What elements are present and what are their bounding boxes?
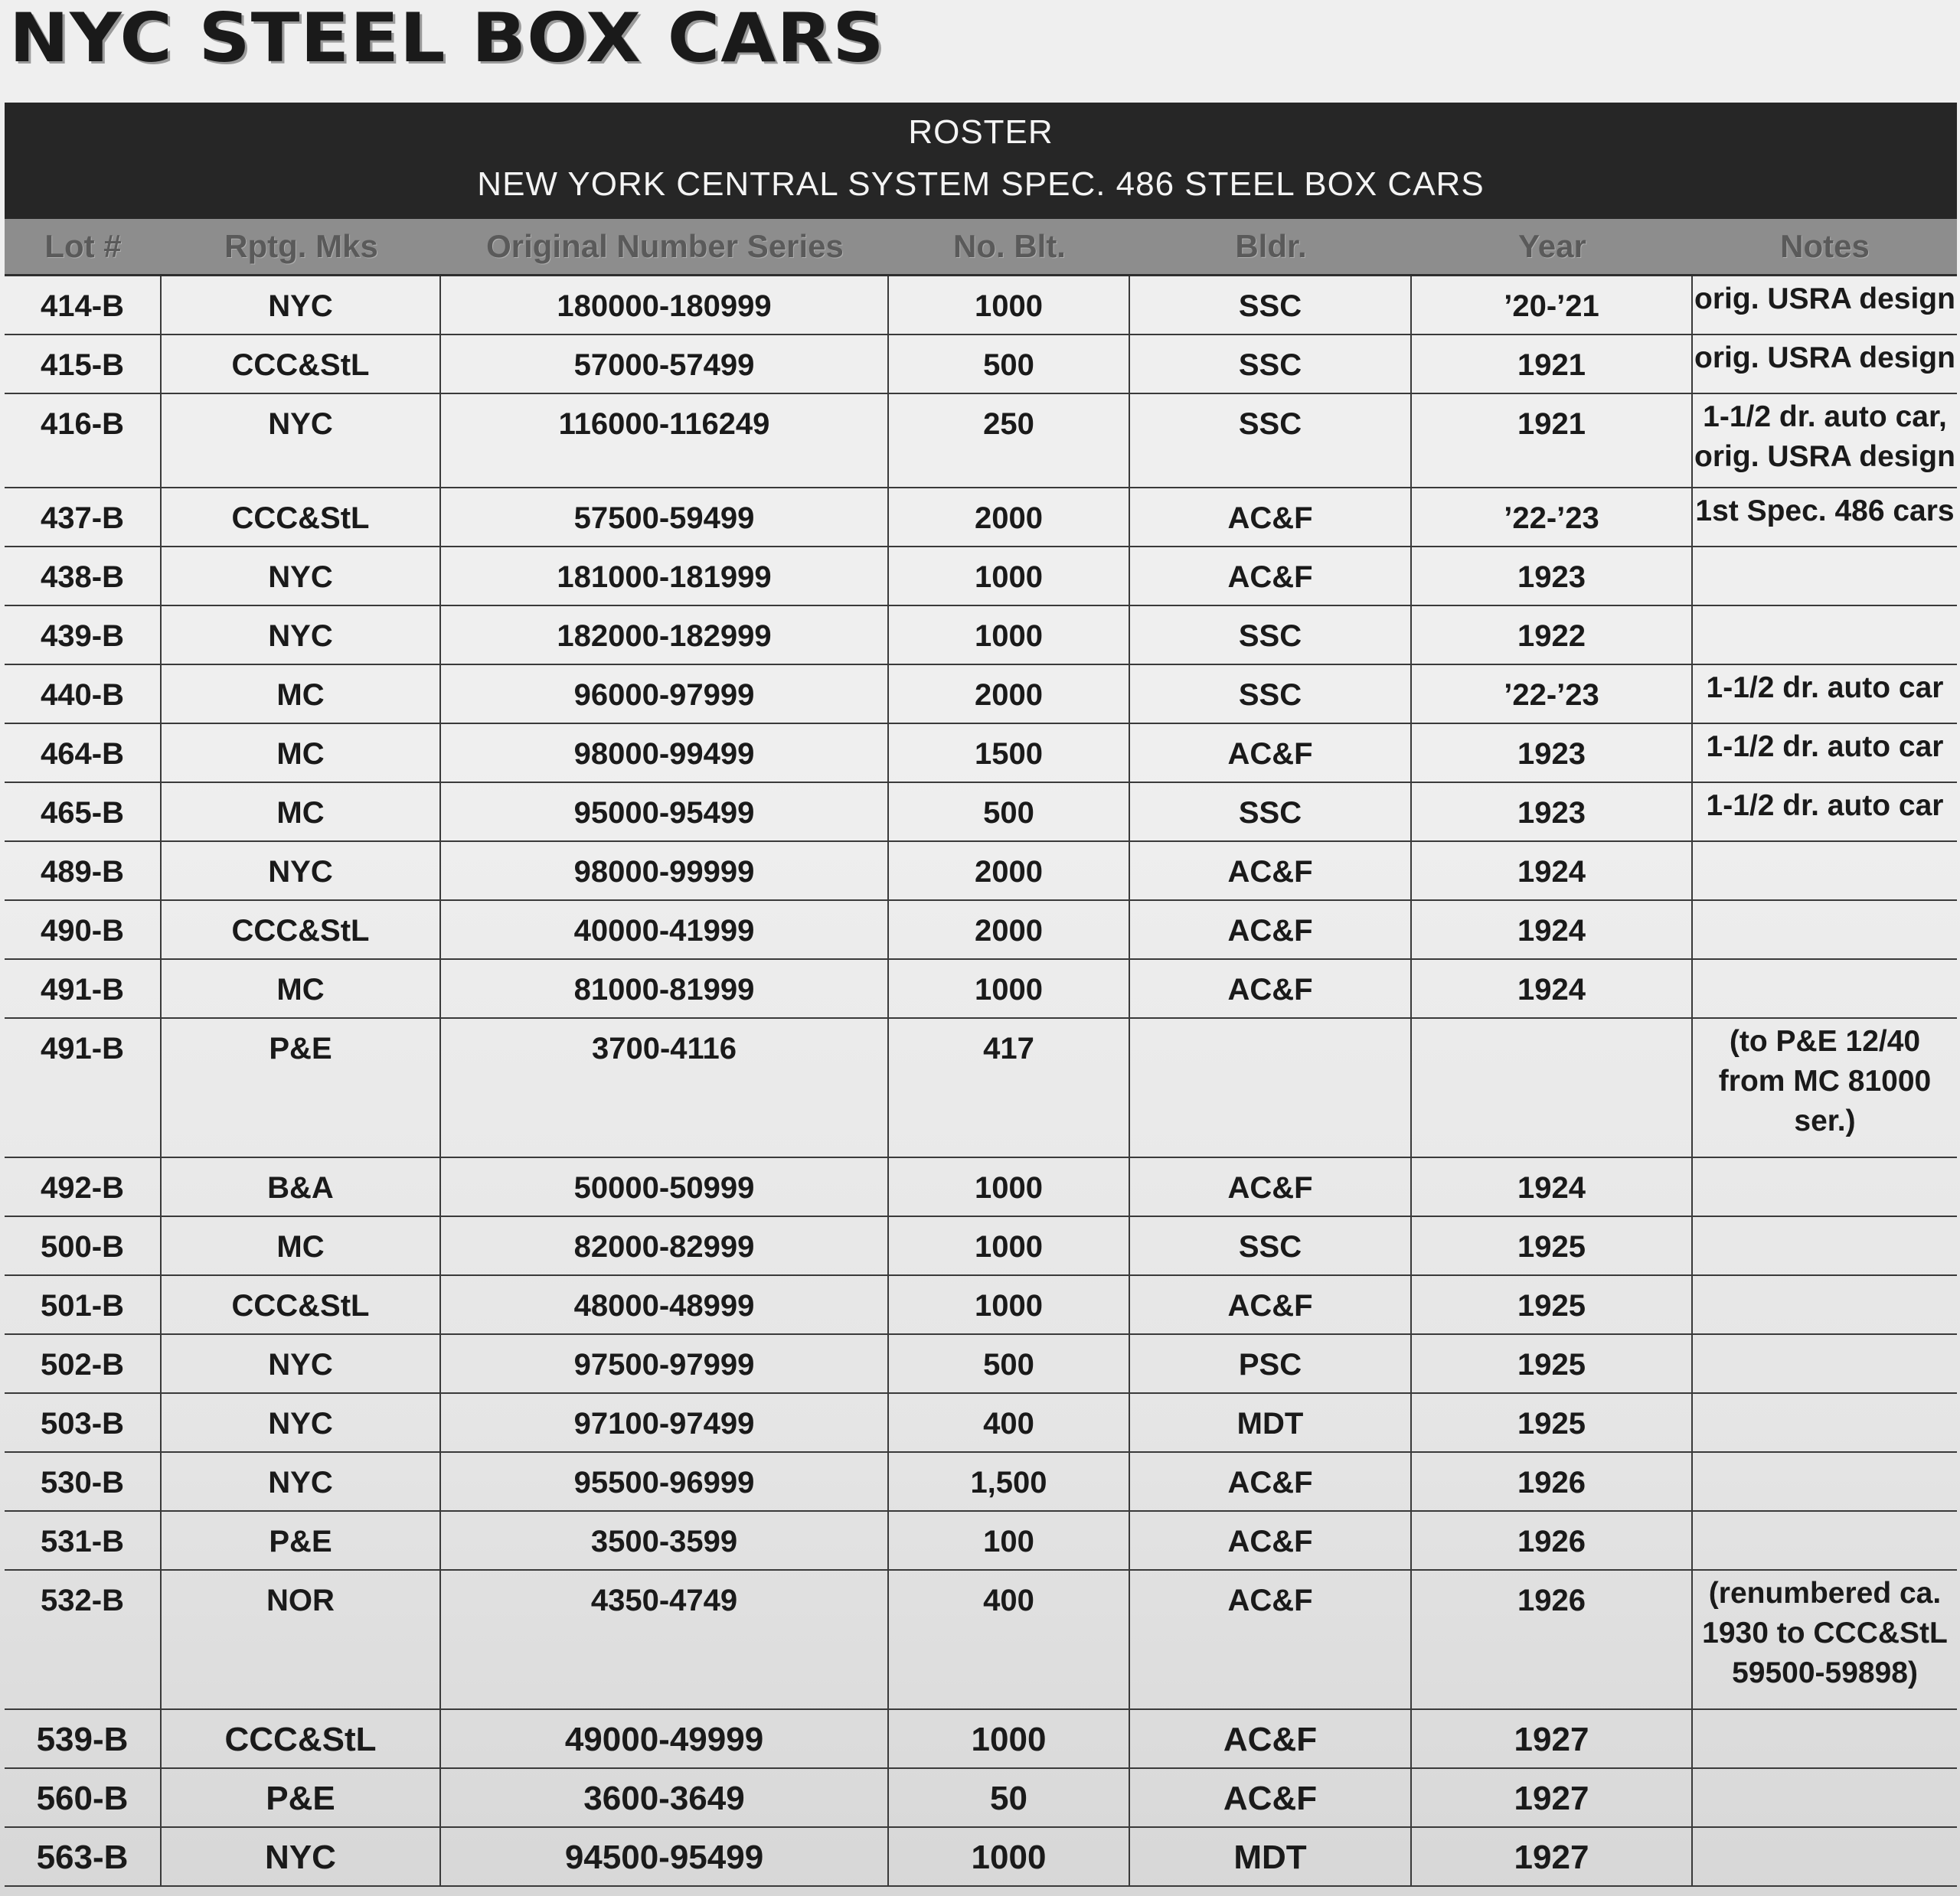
cell-reporting-marks: NOR [162, 1571, 441, 1708]
column-header-number-series: Original Number Series [486, 228, 844, 264]
cell-lot: 502-B [5, 1335, 162, 1392]
table-row [5, 1571, 1957, 1710]
cell-builder: MDT [1130, 1828, 1412, 1885]
cell-notes [1693, 1276, 1957, 1333]
cell-notes: (to P&E 12/40 from MC 81000 ser.) [1718, 1025, 1932, 1137]
cell-number-built: 1500 [889, 724, 1130, 782]
cell-builder: AC&F [1130, 1453, 1412, 1510]
page-title: NYC STEEL BOX CARS [9, 0, 885, 77]
cell-number-built: 500 [889, 335, 1130, 393]
cell-year: 1924 [1412, 842, 1693, 899]
cell-builder: AC&F [1130, 488, 1412, 546]
cell-reporting-marks: NYC [162, 1394, 441, 1451]
cell-number-series: 97500-97999 [441, 1335, 889, 1392]
table-row [5, 335, 1957, 394]
table-row [5, 901, 1957, 960]
cell-notes: 1-1/2 dr. auto car [1706, 730, 1944, 763]
table-row [5, 1710, 1957, 1769]
cell-lot: 530-B [5, 1453, 162, 1510]
cell-year: ’22-’23 [1412, 665, 1693, 723]
table-row [5, 1276, 1957, 1335]
cell-number-built: 1000 [889, 1158, 1130, 1216]
cell-number-series: 81000-81999 [441, 960, 889, 1017]
table-row [5, 1828, 1957, 1887]
cell-number-built: 1000 [889, 1276, 1130, 1333]
cell-notes [1693, 1335, 1957, 1392]
cell-builder: SSC [1130, 1217, 1412, 1274]
cell-year: 1921 [1412, 335, 1693, 393]
cell-reporting-marks: CCC&StL [162, 335, 441, 393]
cell-number-built: 250 [889, 394, 1130, 487]
cell-builder: AC&F [1130, 1276, 1412, 1333]
cell-lot: 492-B [5, 1158, 162, 1216]
cell-reporting-marks: NYC [162, 394, 441, 487]
cell-number-series: 95000-95499 [441, 783, 889, 840]
cell-builder: AC&F [1130, 1769, 1412, 1826]
table-row [5, 1769, 1957, 1828]
cell-builder: AC&F [1130, 724, 1412, 782]
cell-reporting-marks: NYC [162, 1828, 441, 1885]
cell-builder: PSC [1130, 1335, 1412, 1392]
cell-number-series: 82000-82999 [441, 1217, 889, 1274]
table-row [5, 276, 1957, 335]
cell-number-built: 1000 [889, 276, 1130, 334]
cell-year: 1926 [1412, 1453, 1693, 1510]
cell-lot: 560-B [5, 1769, 162, 1826]
table-row [5, 665, 1957, 724]
cell-builder: SSC [1130, 276, 1412, 334]
cell-number-series: 96000-97999 [441, 665, 889, 723]
cell-reporting-marks: MC [162, 665, 441, 723]
cell-number-built: 1000 [889, 960, 1130, 1017]
cell-reporting-marks: MC [162, 1217, 441, 1274]
table-row [5, 724, 1957, 783]
cell-reporting-marks: CCC&StL [162, 488, 441, 546]
cell-number-series: 50000-50999 [441, 1158, 889, 1216]
table-row [5, 547, 1957, 606]
cell-lot: 440-B [5, 665, 162, 723]
cell-year: 1926 [1412, 1571, 1693, 1708]
table-row [5, 394, 1957, 488]
cell-notes [1693, 842, 1957, 899]
cell-number-series: 40000-41999 [441, 901, 889, 958]
cell-lot: 500-B [5, 1217, 162, 1274]
cell-lot: 414-B [5, 276, 162, 334]
cell-year: 1924 [1412, 960, 1693, 1017]
cell-year: 1924 [1412, 901, 1693, 958]
cell-number-built: 400 [889, 1394, 1130, 1451]
cell-year: ’22-’23 [1412, 488, 1693, 546]
cell-builder: AC&F [1130, 1158, 1412, 1216]
cell-number-series: 95500-96999 [441, 1453, 889, 1510]
cell-number-series: 116000-116249 [441, 394, 889, 487]
cell-reporting-marks: B&A [162, 1158, 441, 1216]
cell-year: 1927 [1412, 1828, 1693, 1885]
cell-year: 1927 [1412, 1710, 1693, 1767]
cell-number-series: 3700-4116 [441, 1019, 889, 1157]
cell-number-built: 2000 [889, 665, 1130, 723]
cell-number-series: 49000-49999 [441, 1710, 889, 1767]
cell-lot: 531-B [5, 1512, 162, 1569]
cell-lot: 563-B [5, 1828, 162, 1885]
table-row [5, 1335, 1957, 1394]
table-row [5, 1453, 1957, 1512]
cell-notes [1693, 1512, 1957, 1569]
cell-notes: 1-1/2 dr. auto car [1706, 789, 1944, 822]
cell-number-built: 2000 [889, 901, 1130, 958]
cell-reporting-marks: NYC [162, 547, 441, 605]
cell-builder [1130, 1019, 1412, 1157]
cell-notes [1693, 1217, 1957, 1274]
table-header-subtitle: NEW YORK CENTRAL SYSTEM SPEC. 486 STEEL BOX CARS [477, 165, 1485, 203]
column-header-year: Year [1518, 228, 1586, 264]
cell-notes [1693, 1453, 1957, 1510]
cell-builder: AC&F [1130, 901, 1412, 958]
table-row [5, 488, 1957, 547]
cell-reporting-marks: CCC&StL [162, 1276, 441, 1333]
cell-year: 1925 [1412, 1217, 1693, 1274]
cell-builder: AC&F [1130, 1710, 1412, 1767]
cell-number-built: 100 [889, 1512, 1130, 1569]
cell-lot: 415-B [5, 335, 162, 393]
column-header-number-built: No. Blt. [953, 228, 1066, 264]
cell-number-built: 500 [889, 783, 1130, 840]
cell-number-built: 1000 [889, 1710, 1130, 1767]
table-row [5, 1394, 1957, 1453]
cell-number-built: 1000 [889, 1828, 1130, 1885]
cell-number-built: 400 [889, 1571, 1130, 1708]
cell-reporting-marks: NYC [162, 1453, 441, 1510]
cell-builder: SSC [1130, 783, 1412, 840]
cell-lot: 539-B [5, 1710, 162, 1767]
cell-number-series: 3600-3649 [441, 1769, 889, 1826]
cell-lot: 489-B [5, 842, 162, 899]
cell-notes: (renumbered ca. 1930 to CCC&StL 59500-59898) [1702, 1577, 1948, 1689]
table-row [5, 783, 1957, 842]
table-row [5, 1019, 1957, 1158]
table-row [5, 960, 1957, 1019]
cell-notes [1693, 1158, 1957, 1216]
cell-year: 1927 [1412, 1769, 1693, 1826]
cell-lot: 439-B [5, 606, 162, 664]
cell-number-series: 94500-95499 [441, 1828, 889, 1885]
cell-number-built: 2000 [889, 842, 1130, 899]
cell-lot: 490-B [5, 901, 162, 958]
cell-builder: AC&F [1130, 1571, 1412, 1708]
table-header-roster: ROSTER [908, 113, 1054, 151]
cell-notes [1693, 1828, 1957, 1885]
cell-notes: orig. USRA design [1694, 341, 1955, 374]
cell-year: ’20-’21 [1412, 276, 1693, 334]
cell-number-built: 1000 [889, 1217, 1130, 1274]
table-row [5, 1158, 1957, 1217]
cell-number-built: 2000 [889, 488, 1130, 546]
column-header-notes: Notes [1780, 228, 1870, 264]
cell-year: 1925 [1412, 1276, 1693, 1333]
cell-number-built: 1,500 [889, 1453, 1130, 1510]
cell-year: 1922 [1412, 606, 1693, 664]
cell-lot: 501-B [5, 1276, 162, 1333]
column-header-row [5, 219, 1957, 274]
cell-number-series: 98000-99499 [441, 724, 889, 782]
cell-reporting-marks: CCC&StL [162, 901, 441, 958]
cell-builder: SSC [1130, 394, 1412, 487]
cell-builder: AC&F [1130, 842, 1412, 899]
cell-reporting-marks: P&E [162, 1769, 441, 1826]
cell-number-series: 57000-57499 [441, 335, 889, 393]
cell-builder: AC&F [1130, 1512, 1412, 1569]
cell-number-series: 181000-181999 [441, 547, 889, 605]
cell-number-series: 97100-97499 [441, 1394, 889, 1451]
cell-lot: 532-B [5, 1571, 162, 1708]
cell-year: 1925 [1412, 1335, 1693, 1392]
cell-notes: 1-1/2 dr. auto car [1706, 671, 1944, 704]
cell-year: 1923 [1412, 724, 1693, 782]
cell-year: 1924 [1412, 1158, 1693, 1216]
cell-number-built: 1000 [889, 547, 1130, 605]
cell-number-built: 1000 [889, 606, 1130, 664]
cell-notes: orig. USRA design [1694, 282, 1955, 315]
cell-reporting-marks: NYC [162, 606, 441, 664]
column-header-reporting-marks: Rptg. Mks [224, 228, 378, 264]
table-row [5, 606, 1957, 665]
cell-number-series: 57500-59499 [441, 488, 889, 546]
cell-builder: AC&F [1130, 547, 1412, 605]
cell-reporting-marks: MC [162, 724, 441, 782]
cell-number-series: 98000-99999 [441, 842, 889, 899]
cell-lot: 503-B [5, 1394, 162, 1451]
cell-lot: 437-B [5, 488, 162, 546]
cell-builder: AC&F [1130, 960, 1412, 1017]
cell-notes [1693, 960, 1957, 1017]
cell-reporting-marks: MC [162, 960, 441, 1017]
column-header-lot: Lot # [44, 228, 122, 264]
table-header-band [5, 103, 1957, 219]
cell-notes [1693, 1394, 1957, 1451]
cell-lot: 416-B [5, 394, 162, 487]
cell-lot: 438-B [5, 547, 162, 605]
cell-number-series: 4350-4749 [441, 1571, 889, 1708]
roster-table [5, 103, 1957, 1878]
cell-builder: MDT [1130, 1394, 1412, 1451]
cell-notes: 1-1/2 dr. auto car, orig. USRA design [1694, 400, 1955, 473]
cell-year: 1923 [1412, 547, 1693, 605]
cell-number-built: 50 [889, 1769, 1130, 1826]
cell-year: 1925 [1412, 1394, 1693, 1451]
cell-builder: SSC [1130, 335, 1412, 393]
cell-lot: 465-B [5, 783, 162, 840]
cell-notes [1693, 901, 1957, 958]
cell-notes [1693, 547, 1957, 605]
cell-reporting-marks: CCC&StL [162, 1710, 441, 1767]
cell-year: 1926 [1412, 1512, 1693, 1569]
cell-number-built: 417 [889, 1019, 1130, 1157]
column-header-builder: Bldr. [1235, 228, 1307, 264]
cell-lot: 464-B [5, 724, 162, 782]
cell-notes [1693, 606, 1957, 664]
cell-reporting-marks: NYC [162, 276, 441, 334]
table-row [5, 1217, 1957, 1276]
cell-year: 1923 [1412, 783, 1693, 840]
cell-reporting-marks: MC [162, 783, 441, 840]
cell-reporting-marks: NYC [162, 1335, 441, 1392]
cell-year [1412, 1019, 1693, 1157]
cell-number-series: 48000-48999 [441, 1276, 889, 1333]
cell-builder: SSC [1130, 606, 1412, 664]
table-row [5, 1512, 1957, 1571]
cell-builder: SSC [1130, 665, 1412, 723]
cell-reporting-marks: P&E [162, 1512, 441, 1569]
cell-lot: 491-B [5, 960, 162, 1017]
cell-lot: 491-B [5, 1019, 162, 1157]
cell-notes: 1st Spec. 486 cars [1695, 494, 1955, 527]
table-body [5, 274, 1957, 1887]
cell-notes [1693, 1769, 1957, 1826]
table-row [5, 842, 1957, 901]
cell-notes [1693, 1710, 1957, 1767]
cell-year: 1921 [1412, 394, 1693, 487]
cell-reporting-marks: P&E [162, 1019, 441, 1157]
cell-number-built: 500 [889, 1335, 1130, 1392]
cell-number-series: 182000-182999 [441, 606, 889, 664]
cell-number-series: 180000-180999 [441, 276, 889, 334]
cell-number-series: 3500-3599 [441, 1512, 889, 1569]
cell-reporting-marks: NYC [162, 842, 441, 899]
